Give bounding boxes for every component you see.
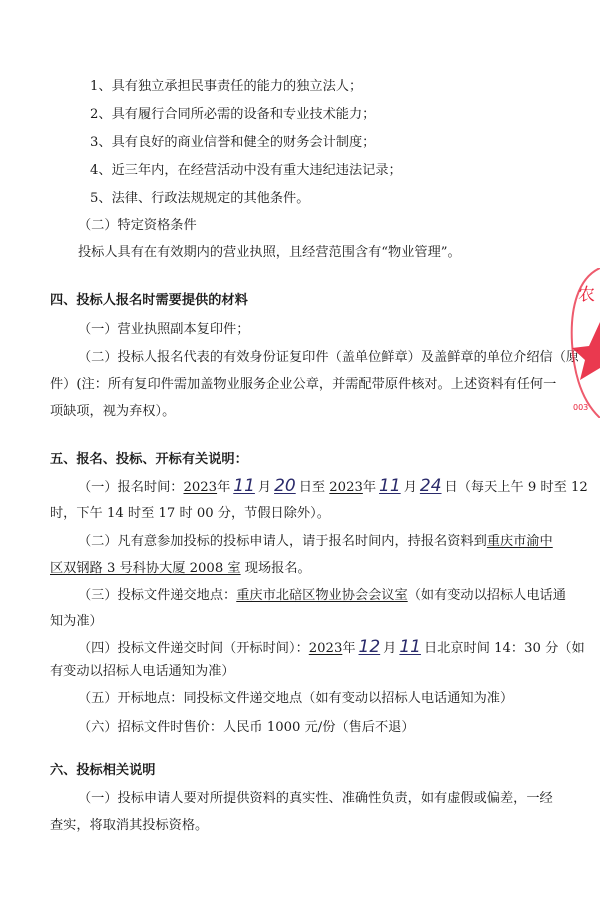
special-qualification-title: （二）特定资格条件 <box>78 218 197 233</box>
qualification-item-1: 1、具有独立承担民事责任的能力的独立法人； <box>90 79 363 94</box>
section-6-heading: 六、投标相关说明 <box>50 763 156 778</box>
item-2-prefix: （二）凡有意参加投标的投标申请人，请于报名时间内，持报名资料到 <box>78 534 487 549</box>
section-6-item-1-line-1: （一）投标申请人要对所提供资料的真实性、准确性负责，如有虚假或偏差，一经 <box>78 791 553 806</box>
item-3-prefix: （三）投标文件递交地点： <box>78 588 237 603</box>
registration-start-month-unit: 月 <box>257 480 272 495</box>
section-5-item-4-line-1 <box>78 639 585 657</box>
registration-time-line-2: 时，下午 14 时至 17 时 00 分，节假日除外）。 <box>50 506 330 521</box>
qualification-item-2: 2、具有履行合同所必需的设备和专业技术能力； <box>90 107 376 122</box>
section-5-heading: 五、报名、投标、开标有关说明： <box>50 452 248 467</box>
registration-end-month-unit: 月 <box>403 480 417 495</box>
section-4-heading: 四、投标人报名时需要提供的材料 <box>50 293 248 308</box>
section-4-item-2-line-3: 项缺项，视为弃权）。 <box>50 404 176 419</box>
section-5-item-2-line-1 <box>78 534 553 550</box>
qualification-item-5: 5、法律、行政法规规定的其他条件。 <box>90 191 310 206</box>
opening-year-unit: 年 <box>342 641 356 656</box>
item-4-suffix: 日北京时间 14：30 分（如 <box>424 641 585 656</box>
section-5-item-4-line-2: 有变动以招标人电话通知为准） <box>50 664 235 679</box>
section-4-item-2-line-1: （二）投标人报名代表的有效身份证复印件（盖单位鲜章）及盖鲜章的单位介绍信（原 <box>78 350 580 365</box>
section-5-item-3-line-2: 知为准） <box>50 614 103 629</box>
section-5-item-5: （五）开标地点：同投标文件递交地点（如有变动以招标人电话通知为准） <box>78 691 514 706</box>
opening-year: 2023 <box>308 641 343 656</box>
registration-suffix: 日（每天上午 9 时至 12 <box>444 480 588 495</box>
opening-month-unit: 月 <box>383 641 397 656</box>
registration-end-year-unit: 年 <box>362 480 377 495</box>
company-seal <box>568 268 600 418</box>
registration-end-day: 24 <box>419 476 442 496</box>
registration-start-month: 11 <box>233 476 255 496</box>
registration-address-part-1: 重庆市渝中 <box>486 534 553 549</box>
registration-to: 日至 <box>298 480 326 495</box>
qualification-item-3: 3、具有良好的商业信誉和健全的财务会计制度； <box>90 135 376 150</box>
registration-address-part-2: 区双钢路 3 号科协大厦 2008 室 <box>50 561 241 576</box>
section-5-item-6: （六）招标文件时售价：人民币 1000 元/份（售后不退） <box>78 720 415 735</box>
section-4-item-1: （一）营业执照副本复印件； <box>78 322 250 337</box>
section-5-item-3-line-1 <box>78 588 566 604</box>
registration-time-line-1 <box>78 478 588 496</box>
section-6-item-1-line-2: 查实，将取消其投标资格。 <box>50 818 209 833</box>
registration-prefix: （一）报名时间： <box>78 480 184 495</box>
section-5-item-2-line-2 <box>50 561 311 577</box>
opening-month: 12 <box>358 637 381 657</box>
registration-start-year-unit: 年 <box>217 480 231 495</box>
opening-day: 11 <box>399 637 421 657</box>
registration-end-year: 2023 <box>329 480 363 495</box>
special-qualification-text: 投标人具有在有效期内的营业执照，且经营范围含有“物业管理”。 <box>78 245 461 260</box>
seal-number-fragment: 003 <box>573 403 589 412</box>
item-3-suffix: （如有变动以招标人电话通 <box>407 588 566 603</box>
registration-end-month: 11 <box>379 476 401 496</box>
registration-start-day: 20 <box>274 476 296 496</box>
submission-place: 重庆市北碚区物业协会会议室 <box>236 588 408 603</box>
item-2-suffix: 现场报名。 <box>244 561 311 576</box>
registration-start-year: 2023 <box>183 480 218 495</box>
section-4-item-2-line-2: 件）(注：所有复印件需加盖物业服务企业公章，并需配带原件核对。上述资料有任何一 <box>50 377 557 392</box>
seal-text-fragment: 农 <box>578 285 595 305</box>
qualification-item-4: 4、近三年内，在经营活动中没有重大违纪违法记录； <box>90 163 402 178</box>
item-4-prefix: （四）投标文件递交时间（开标时间）： <box>78 641 309 656</box>
